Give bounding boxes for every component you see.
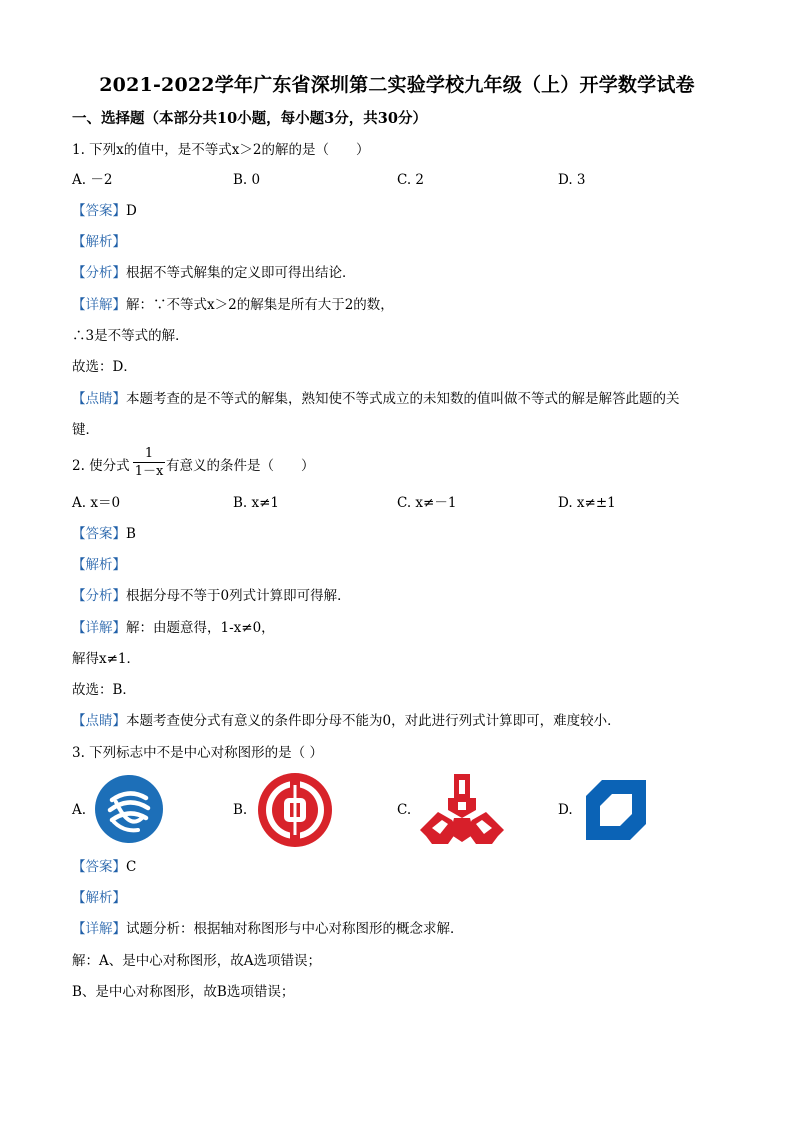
analysis-tag: 【解析】 <box>72 234 126 250</box>
q3-xiangjie: 试题分析：根据轴对称图形与中心对称图形的概念求解． <box>126 921 464 937</box>
q1-option-a: A. －2 <box>72 172 113 188</box>
q1-stem: 1. 下列x的值中，是不等式x＞2的解的是（ ） <box>72 142 370 158</box>
q2-option-a: A. x＝0 <box>72 495 121 511</box>
q2-option-b: B. x≠1 <box>233 495 280 511</box>
q3-analysis-line <box>72 889 126 907</box>
answer-tag: 【答案】 <box>72 203 126 219</box>
q3-line-b: B、是中心对称图形，故B选项错误； <box>72 984 295 1000</box>
q1-conclusion: ∴3是不等式的解． <box>72 328 189 344</box>
xiangjie-tag: 【详解】 <box>72 921 126 937</box>
page-title: 2021-2022学年广东省深圳第二实验学校九年级（上）开学数学试卷 <box>99 74 695 96</box>
q1-answer-line <box>72 202 137 220</box>
q1-option-c: C. 2 <box>397 172 425 188</box>
q3-option-a-letter: A. <box>72 802 87 818</box>
answer-tag: 【答案】 <box>72 859 126 875</box>
q2-option-c: C. x≠－1 <box>397 495 457 511</box>
dianjing-tag: 【点睛】 <box>72 391 126 407</box>
q2-choose: 故选：B． <box>72 682 136 698</box>
q1-xiangjie: 解：∵不等式x＞2的解集是所有大于2的数， <box>126 297 394 313</box>
q1-option-b: B. 0 <box>233 172 261 188</box>
q2-answer-line <box>72 525 136 543</box>
q2-dianjing-line <box>72 712 621 730</box>
q2-fraction <box>133 446 165 479</box>
fenxi-tag: 【分析】 <box>72 588 126 604</box>
analysis-tag: 【解析】 <box>72 557 126 573</box>
q2-solution: 解得x≠1． <box>72 651 141 667</box>
q1-fenxi: 根据不等式解集的定义即可得出结论． <box>126 265 356 281</box>
china-mobile-logo-icon <box>94 774 164 844</box>
analysis-tag: 【解析】 <box>72 890 126 906</box>
q2-stem-suffix: 有意义的条件是（ ） <box>166 458 315 474</box>
q1-dianjing-cont: 键． <box>72 422 99 438</box>
q1-dianjing: 本题考查的是不等式的解集，熟知使不等式成立的未知数的值叫做不等式的解是解答此题的关 <box>126 391 680 407</box>
q2-xiangjie-line <box>72 619 275 637</box>
fraction-bar <box>133 462 165 463</box>
q3-answer-line <box>72 858 136 876</box>
q1-option-d: D. 3 <box>558 172 586 188</box>
xiangjie-tag: 【详解】 <box>72 620 126 636</box>
q2-stem-prefix: 2. 使分式 <box>72 458 130 474</box>
q3-option-c-letter: C. <box>397 802 412 818</box>
q1-choose: 故选：D． <box>72 359 137 375</box>
china-construction-logo-icon <box>418 772 506 848</box>
section-heading: 一、选择题（本部分共10小题，每小题3分，共30分） <box>72 110 427 127</box>
q3-option-b-letter: B. <box>233 802 248 818</box>
q1-dianjing-line <box>72 390 680 408</box>
q2-answer: B <box>126 526 136 542</box>
answer-tag: 【答案】 <box>72 526 126 542</box>
q3-line-a: 解：A、是中心对称图形，故A选项错误； <box>72 953 321 969</box>
xiangjie-tag: 【详解】 <box>72 297 126 313</box>
q2-xiangjie: 解：由题意得，1-x≠0， <box>126 620 275 636</box>
q3-option-d-letter: D. <box>558 802 573 818</box>
q1-fenxi-line <box>72 264 356 282</box>
q1-analysis-line <box>72 233 126 251</box>
bank-of-china-logo-icon <box>256 771 334 849</box>
q3-stem: 3. 下列标志中不是中心对称图形的是（ ） <box>72 745 323 761</box>
q2-analysis-line <box>72 556 126 574</box>
q2-option-d: D. x≠±1 <box>558 495 616 511</box>
q1-answer: D <box>126 203 137 219</box>
fraction-denominator: 1－x <box>134 464 164 479</box>
dianjing-tag: 【点睛】 <box>72 713 126 729</box>
square-logo-icon <box>586 780 646 840</box>
q3-xiangjie-line <box>72 920 464 938</box>
fenxi-tag: 【分析】 <box>72 265 126 281</box>
q2-fenxi: 根据分母不等于0列式计算即可得解． <box>126 588 351 604</box>
q1-xiangjie-line <box>72 296 394 314</box>
q2-fenxi-line <box>72 587 351 605</box>
q2-dianjing: 本题考查使分式有意义的条件即分母不能为0，对此进行列式计算即可，难度较小． <box>126 713 621 729</box>
q3-answer: C <box>126 859 137 875</box>
fraction-numerator: 1 <box>144 446 154 461</box>
